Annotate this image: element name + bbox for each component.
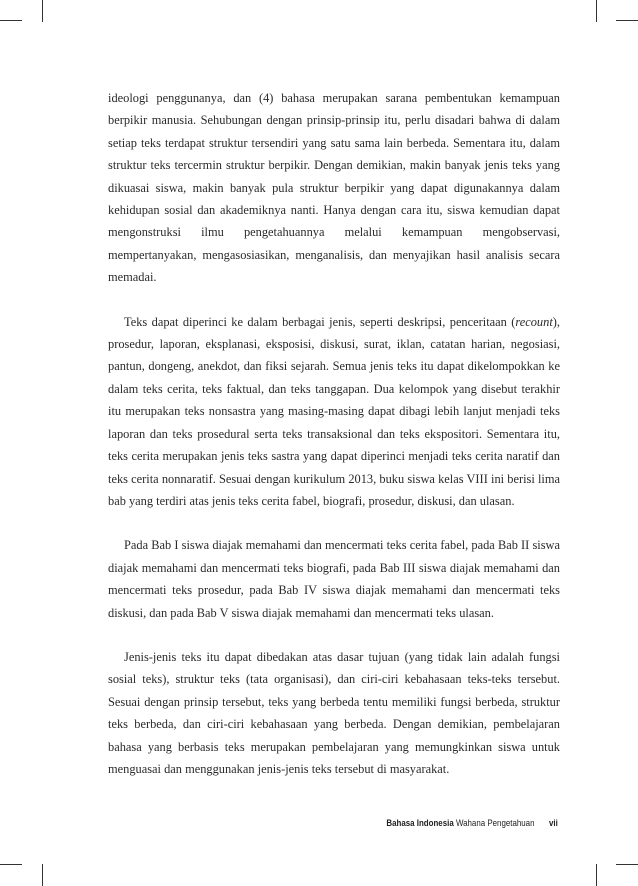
paragraph-4: Jenis-jenis teks itu dapat dibedakan atas dasar tujuan (yang tidak lain adalah fungsi sosial teks), struktur teks (tata organisasi), dan ciri-ciri kebahasaan teks-teks tersebut. Sesuai dengan prinsip tersebut, teks yang berbeda tentu memiliki fungsi berbeda, struktur teks berbeda, dan ciri-ciri kebahasaan yang berbeda. Dengan demikian, pembelajaran bahasa yang berbasis teks merupakan pembelajaran yang memungkinkan siswa untuk menguasai dan menggunakan jenis-jenis teks tersebut di masyarakat. [108, 649, 560, 776]
crop-mark [0, 864, 22, 865]
crop-mark [616, 864, 638, 865]
book-subtitle: Wahana Pengetahuan [456, 818, 535, 828]
page-number: vii [549, 818, 558, 828]
paragraph-2: Teks dapat diperinci ke dalam berbagai jenis, seperti deskripsi, penceritaan (recount), prosedur, laporan, eksplanasi, eksposisi, diskusi, surat, iklan, catatan harian, negosiasi, pantun, dongeng, anekdot, dan fiksi sejarah. Semua jenis teks itu dapat dikelompokkan ke dalam teks cerita, teks faktual, dan teks tanggapan. Dua kelompok yang disebut terakhir itu merupakan teks nonsastra yang masing-masing dapat dibagi lebih lanjut menjadi teks laporan dan teks prosedural serta teks transaksional dan teks ekspositori. Sementara itu, teks cerita merupakan jenis teks sastra yang dapat diperinci menjadi teks cerita naratif dan teks cerita nonnaratif. Sesuai dengan kurikulum 2013, buku siswa kelas VIII ini berisi lima bab yang terdiri atas jenis teks cerita fabel, biografi, prosedur, diskusi, dan ulasan. [108, 314, 560, 508]
page-footer [387, 818, 558, 828]
crop-mark [596, 0, 597, 22]
crop-mark [42, 0, 43, 22]
body-text [108, 87, 560, 802]
crop-mark [616, 20, 638, 21]
paragraph-1: ideologi penggunanya, dan (4) bahasa merupakan sarana pembentukan kemampuan berpikir manusia. Sehubungan dengan prinsip-prinsip itu, perlu disadari bahwa di dalam setiap teks terdapat struktur tersendiri yang satu sama lain berbeda. Sementara itu, dalam struktur teks tercermin struktur berpikir. Dengan demikian, makin banyak jenis teks yang dikuasai siswa, makin banyak pula struktur berpikir yang dapat digunakannya dalam kehidupan sosial dan akademiknya nanti. Hanya dengan cara itu, siswa kemudian dapat mengonstruksi ilmu pengetahuannya melalui kemampuan mengobservasi, mempertanyakan, mengasosiasikan, menganalisis, dan menyajikan hasil analisis secara memadai. [108, 91, 560, 285]
paragraph-3: Pada Bab I siswa diajak memahami dan mencermati teks cerita fabel, pada Bab II siswa diajak memahami dan mencermati teks biografi, pada Bab III siswa diajak memahami dan mencermati teks prosedur, pada Bab IV siswa diajak memahami dan mencermati teks diskusi, dan pada Bab V siswa diajak memahami dan mencermati teks ulasan. [108, 538, 560, 620]
recount-term: recount [515, 314, 553, 329]
book-title: Bahasa Indonesia [386, 818, 454, 828]
crop-mark [42, 864, 43, 886]
crop-mark [0, 20, 22, 21]
crop-mark [596, 864, 597, 886]
